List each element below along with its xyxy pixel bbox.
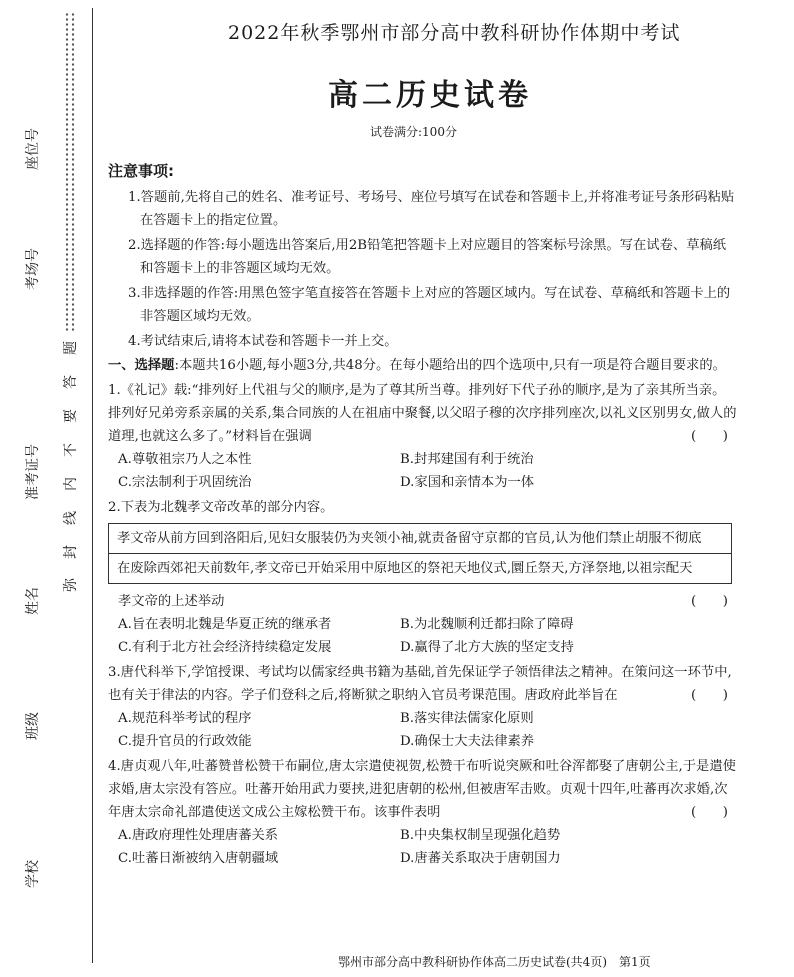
seal-char: 弥 [63, 578, 79, 592]
full-score: 试卷满分:100分 [370, 125, 457, 139]
exam-room-label: 考场号 [25, 248, 41, 290]
seal-char: 线 [63, 511, 79, 525]
note-item: 2.选择题的作答:每小题选出答案后,用2B铅笔把答题卡上对应题目的答案标号涂黑。写在试卷、草稿纸和答题卡上的非答题区域均无效。 [128, 238, 727, 276]
option-grid [108, 613, 738, 659]
question-2 [108, 496, 738, 659]
section-description: :本题共16小题,每小题3分,共48分。在每小题给出的四个选项中,只有一项是符合题目要求的。 [174, 358, 726, 373]
option-d[interactable]: D.赢得了北方大族的坚定支持 [400, 640, 574, 655]
ticket-number-label: 准考证号 [25, 444, 41, 500]
section-heading [108, 354, 738, 377]
school-field[interactable] [22, 860, 42, 888]
exam-room-field[interactable] [22, 248, 42, 290]
question-text: 孝文帝的上述举动 [118, 594, 225, 609]
answer-parenthesis: ( ) [691, 429, 728, 444]
question-1 [108, 379, 738, 494]
question-stem [108, 379, 738, 448]
name-label: 姓名 [25, 587, 41, 615]
answer-parenthesis: ( ) [691, 594, 728, 609]
ticket-number-field[interactable] [22, 444, 42, 500]
reform-table [108, 523, 732, 584]
question-stem [108, 661, 738, 707]
question-prompt [108, 590, 738, 613]
answer-parenthesis: ( ) [691, 805, 728, 820]
notes-heading: 注意事项: [108, 162, 174, 180]
seal-char: 内 [63, 477, 79, 491]
note-item: 4.考试结束后,请将本试卷和答题卡一并上交。 [128, 334, 398, 349]
notes-list [128, 186, 738, 355]
seat-number-field[interactable] [22, 128, 42, 170]
option-b[interactable]: B.落实律法儒家化原则 [400, 711, 534, 726]
page-footer: 鄂州市部分高中教科研协作体高二历史试卷(共4页) 第1页 [338, 955, 651, 969]
option-d[interactable]: D.唐蕃关系取决于唐朝国力 [400, 851, 561, 866]
option-c[interactable]: C.有利于北方社会经济持续稳定发展 [118, 640, 332, 655]
document-title: 高二历史试卷 [328, 78, 532, 113]
seal-char: 题 [63, 341, 79, 355]
option-grid [108, 824, 738, 870]
table-row [109, 554, 732, 584]
seal-char: 答 [63, 375, 79, 389]
seal-char: 不 [63, 443, 79, 457]
class-field[interactable] [22, 712, 42, 740]
option-c[interactable]: C.吐蕃日渐被纳入唐朝疆域 [118, 851, 279, 866]
question-stem [108, 755, 738, 824]
seat-number-label: 座位号 [25, 128, 41, 170]
question-stem: 2.下表为北魏孝文帝改革的部分内容。 [108, 500, 334, 515]
question-text: 4.唐贞观八年,吐蕃赞普松赞干布嗣位,唐太宗遣使视贺,松赞干布听说突厥和吐谷浑都娶了唐朝公主,于是遣使求婚,唐太宗没有答应。吐蕃开始用武力要挟,进犯唐朝的松州,但被唐军击败。贞观十四年,吐蕃再次求婚,次年唐太宗命礼部遣使送文成公主嫁松赞干布。该事件表明 [108, 759, 736, 820]
name-field[interactable] [22, 587, 42, 615]
question-area [108, 354, 738, 870]
option-a[interactable]: A.尊敬祖宗乃人之本性 [118, 452, 252, 467]
option-a[interactable]: A.唐政府理性处理唐蕃关系 [118, 828, 279, 843]
binding-margin [0, 0, 100, 977]
option-b[interactable]: B.中央集权制呈现强化趋势 [400, 828, 561, 843]
note-item: 3.非选择题的作答:用黑色签字笔直接答在答题卡上对应的答题区域内。写在试卷、草稿纸和答题卡上的非答题区域均无效。 [128, 286, 731, 324]
option-b[interactable]: B.封邦建国有利于统治 [400, 452, 534, 467]
school-label: 学校 [25, 860, 41, 888]
answer-parenthesis: ( ) [691, 688, 728, 703]
option-grid [108, 448, 738, 494]
question-text: 1.《礼记》载:“排列好上代祖与父的顺序,是为了尊其所当尊。排列好下代子孙的顺序,是为了亲其所当亲。排列好兄弟旁系亲属的关系,集合同族的人在祖庙中聚餐,以父昭子穆的次序排列座次,以礼义区别男女,做人的道理,也就这么多了。”材料旨在强调 [108, 383, 737, 444]
option-d[interactable]: D.确保士大夫法律素养 [400, 734, 535, 749]
table-cell: 在废除西郊祀天前数年,孝文帝已开始采用中原地区的祭祀天地仪式,圜丘祭天,方泽祭地,以祖宗配天 [109, 554, 732, 584]
perforation-dots-right [70, 12, 76, 332]
option-c[interactable]: C.宗法制利于巩固统治 [118, 475, 252, 490]
question-text: 3.唐代科举下,学馆授课、考试均以儒家经典书籍为基础,首先保证学子领悟律法之精神。在策问这一环节中,也有关于律法的内容。学子们登科之后,将断狱之职纳入官员考课范围。唐政府此举旨在 [108, 665, 732, 703]
option-a[interactable]: A.旨在表明北魏是华夏正统的继承者 [118, 617, 332, 632]
table-row [109, 524, 732, 554]
option-grid [108, 707, 738, 753]
section-name: 一、选择题 [108, 358, 175, 373]
seal-char: 封 [63, 545, 79, 559]
class-label: 班级 [25, 712, 41, 740]
option-c[interactable]: C.提升官员的行政效能 [118, 734, 252, 749]
option-b[interactable]: B.为北魏顺利迁都扫除了障碍 [400, 617, 574, 632]
option-d[interactable]: D.家国和亲情本为一体 [400, 475, 535, 490]
binding-line [92, 8, 93, 963]
seal-char: 要 [63, 409, 79, 423]
table-cell: 孝文帝从前方回到洛阳后,见妇女服装仍为夹领小袖,就责备留守京都的官员,认为他们禁止胡服不彻底 [109, 524, 732, 554]
option-a[interactable]: A.规范科举考试的程序 [118, 711, 252, 726]
question-4 [108, 755, 738, 870]
question-3 [108, 661, 738, 753]
exam-title: 2022年秋季鄂州市部分高中教科研协作体期中考试 [228, 22, 681, 44]
note-item: 1.答题前,先将自己的姓名、准考证号、考场号、座位号填写在试卷和答题卡上,并将准考证号条形码粘贴在答题卡上的指定位置。 [128, 190, 735, 228]
